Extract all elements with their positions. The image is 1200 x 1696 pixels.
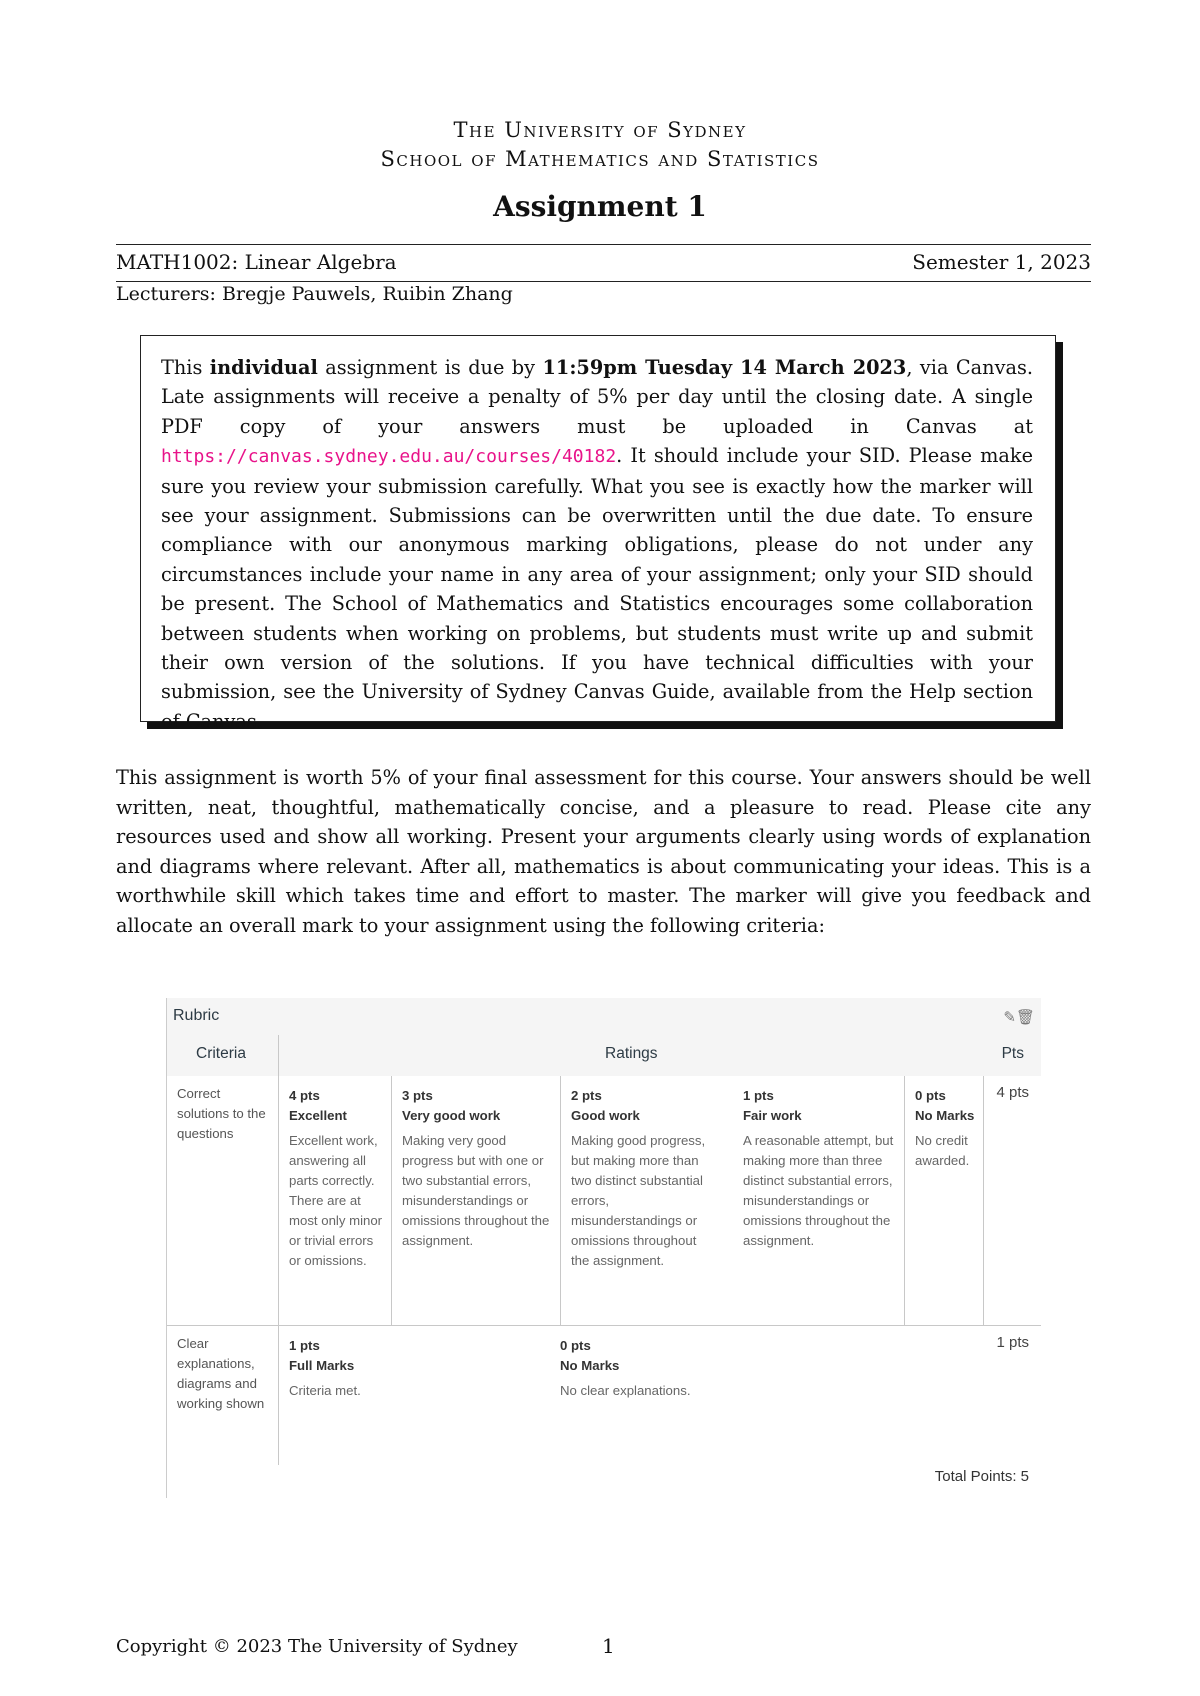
rating-2-2 — [560, 1336, 800, 1401]
rubric-header — [167, 998, 1041, 1076]
rubric-actions — [1003, 1008, 1035, 1026]
rating-description: A reasonable attempt, but making more than three distinct substantial errors, misunderstandings or omissions throughout the assignment. — [743, 1133, 894, 1248]
canvas-link[interactable]: https://canvas.sydney.edu.au/courses/40182 — [161, 446, 617, 468]
rating-points: 1 pts — [289, 1338, 320, 1353]
rubric-panel — [166, 998, 1041, 1498]
rating-description: Making very good progress but with one or two substantial errors, misunderstandings or omissions throughout the assignment. — [402, 1133, 550, 1248]
rating-1-5 — [915, 1086, 977, 1171]
rating-points: 4 pts — [289, 1088, 320, 1103]
page-title: Assignment 1 — [493, 190, 707, 223]
criterion-2: Clear explanations, diagrams and working shown — [177, 1336, 265, 1411]
rubric-title: Rubric — [173, 1007, 220, 1024]
university-name: The University of Sydney — [453, 118, 747, 142]
rating-description: Making good progress, but making more than two distinct substantial errors, misunderstandings or omissions throughout the assignment. — [571, 1133, 706, 1268]
notice-text: . It should include your SID. Please make sure you review your submission carefully. What you see is exactly how the marker will see your assignment. Submissions can be overwritten until the due date. To ensure compliance with our anonymous marking obligations, please do not under any circumstances include your name in any area of your assignment; only your SID should be present. The School of Mathematics and Statistics encourages some collaboration between students when working on problems, but students must write up and submit their own version of the solutions. If you have technical difficulties with your submission, see the University of Sydney Canvas Guide, available from the Help section of Canvas. — [161, 444, 1033, 733]
column-pts: Pts — [1001, 1045, 1024, 1062]
rating-2-1 — [289, 1336, 529, 1401]
notice-bold-individual: individual — [209, 356, 318, 379]
criterion-2-points: 1 pts — [996, 1334, 1029, 1351]
lecturers: Lecturers: Bregje Pauwels, Ruibin Zhang — [116, 283, 513, 305]
rating-label: Very good work — [402, 1108, 501, 1123]
rating-label: Fair work — [743, 1108, 802, 1123]
criterion-1-points: 4 pts — [996, 1084, 1029, 1101]
rating-points: 0 pts — [560, 1338, 591, 1353]
rating-label: No Marks — [560, 1358, 620, 1373]
notice-text: This — [161, 356, 210, 379]
intro-paragraph: This assignment is worth 5% of your final assessment for this course. Your answers should be well written, neat, thoughtful, mathematically concise, and a pleasure to read. Please cite any resources used and show all working. Present your arguments clearly using words of explanation and diagrams where relevant. After all, mathematics is about communicating your ideas. This is a worthwhile skill which takes time and effort to master. The marker will give you feedback and allocate an overall mark to your assignment using the following criteria: — [116, 766, 1091, 937]
rating-1-4 — [743, 1086, 895, 1251]
course-name: MATH1002: Linear Algebra — [116, 250, 397, 274]
notice-due-date: 11:59pm Tuesday 14 March 2023 — [542, 356, 907, 379]
rating-divider — [560, 1076, 561, 1325]
rating-points: 0 pts — [915, 1088, 946, 1103]
notice-text: assignment is due by — [317, 356, 543, 379]
rating-points: 1 pts — [743, 1088, 774, 1103]
criteria-divider — [278, 1035, 279, 1465]
row-divider — [167, 1325, 1041, 1326]
mid-rule — [116, 281, 1091, 282]
rating-points: 3 pts — [402, 1088, 433, 1103]
column-ratings: Ratings — [605, 1045, 658, 1062]
top-rule — [116, 244, 1091, 245]
pencil-icon[interactable]: ✎ — [1003, 1009, 1016, 1026]
semester: Semester 1, 2023 — [912, 250, 1091, 274]
rating-divider — [904, 1076, 905, 1325]
rating-divider — [983, 1076, 984, 1325]
rating-description: No clear explanations. — [560, 1383, 691, 1398]
rating-description: Excellent work, answering all parts correctly. There are at most only minor or trivial errors or omissions. — [289, 1133, 383, 1268]
rating-description: No credit awarded. — [915, 1133, 970, 1168]
rating-divider — [391, 1076, 392, 1325]
copyright: Copyright © 2023 The University of Sydney — [116, 1636, 518, 1657]
rating-label: No Marks — [915, 1108, 975, 1123]
rating-1-2 — [402, 1086, 552, 1251]
school-name: School of Mathematics and Statistics — [380, 147, 820, 171]
rating-1-1 — [289, 1086, 384, 1271]
rating-points: 2 pts — [571, 1088, 602, 1103]
notice-box — [140, 335, 1056, 733]
rating-label: Good work — [571, 1108, 640, 1123]
notice-text: , via Canvas. Late assignments will receive a penalty of 5% per day until the closing date. A single PDF copy of your answers must be uploaded in Canvas at — [161, 356, 1033, 438]
column-criteria: Criteria — [196, 1045, 246, 1062]
criterion-1: Correct solutions to the questions — [177, 1086, 266, 1141]
trash-icon[interactable]: 🗑 — [1015, 1009, 1035, 1026]
rating-description: Criteria met. — [289, 1383, 361, 1398]
rating-label: Excellent — [289, 1108, 347, 1123]
page-number: 1 — [602, 1634, 615, 1658]
rating-1-3 — [571, 1086, 716, 1271]
rating-label: Full Marks — [289, 1358, 355, 1373]
total-points: Total Points: 5 — [934, 1468, 1029, 1485]
